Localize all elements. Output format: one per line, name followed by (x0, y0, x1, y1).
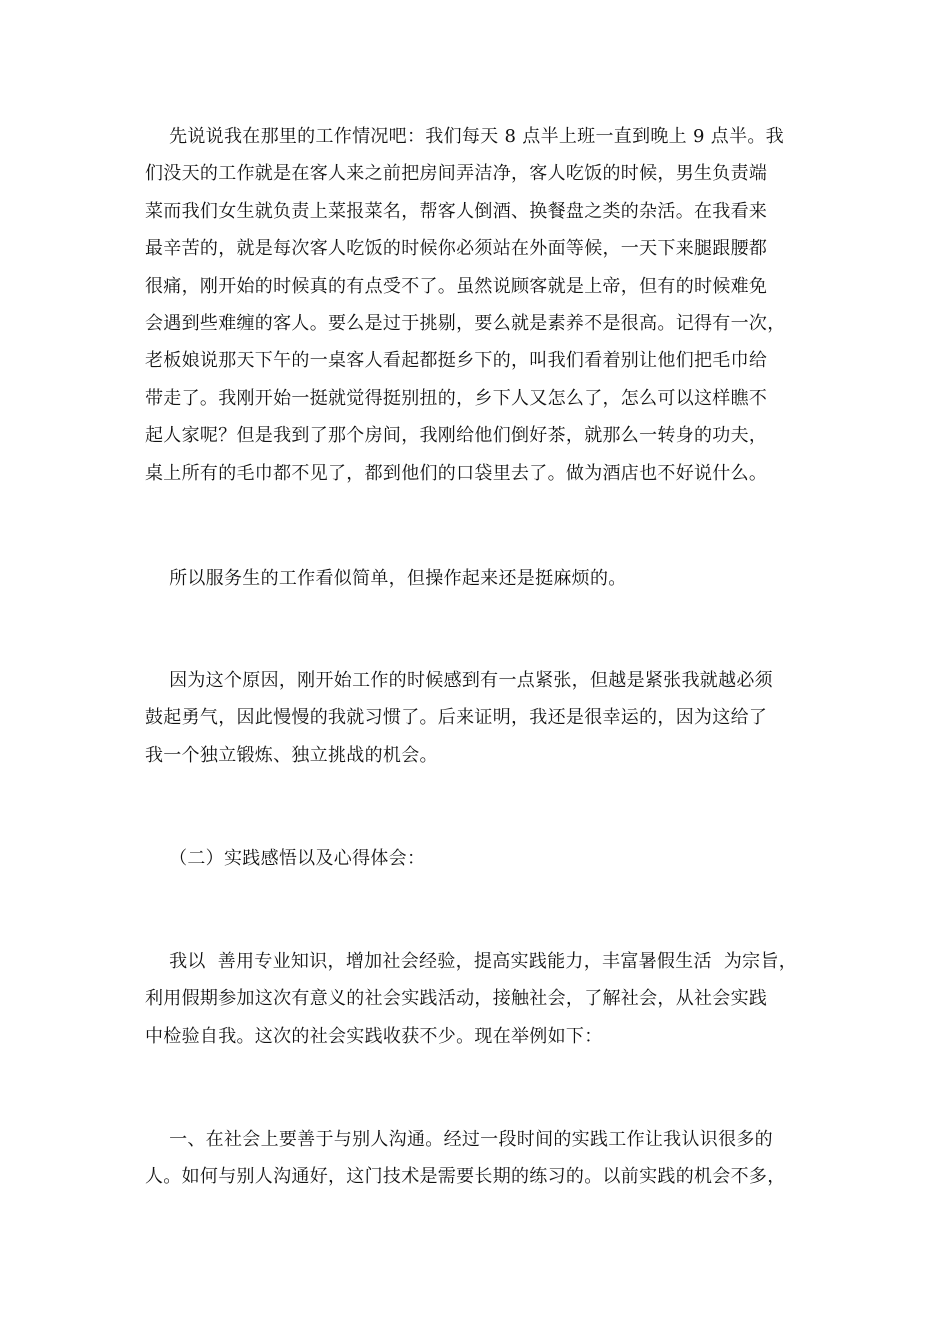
text-line: 老板娘说那天下午的一桌客人看起都挺乡下的，叫我们看着别让他们把毛巾给 (145, 350, 768, 372)
text-line: 最辛苦的，就是每次客人吃饭的时候你必须站在外面等候，一天下来腿跟腰都 (145, 238, 768, 260)
text-line: 会遇到些难缠的客人。要么是过于挑剔，要么就是素养不是很高。记得有一次， (145, 312, 786, 334)
text-line: 起人家呢？但是我到了那个房间，我刚给他们倒好茶，就那么一转身的功夫， (145, 425, 768, 447)
text-line: 我以 善用专业知识，增加社会经验，提高实践能力，丰富暑假生活 为宗旨， (145, 951, 798, 972)
text-line: 所以服务生的工作看似简单，但操作起来还是挺麻烦的。 (145, 568, 627, 589)
text-line: 们没天的工作就是在客人来之前把房间弄洁净，客人吃饭的时候，男生负责端 (145, 163, 768, 185)
text-line: 利用假期参加这次有意义的社会实践活动，接触社会，了解社会，从社会实践 (145, 988, 768, 1010)
text-line: 很痛，刚开始的时候真的有点受不了。虽然说顾客就是上帝，但有的时候难免 (145, 275, 768, 297)
text-line: 桌上所有的毛巾都不见了，都到他们的口袋里去了。做为酒店也不好说什么。 (145, 462, 768, 484)
text-line: 我一个独立锻炼、独立挑战的机会。 (145, 744, 438, 766)
text-line: 先说说我在那里的工作情况吧：我们每天 8 点半上班一直到晚上 9 点半。我 (145, 126, 784, 147)
paragraph-purpose (145, 943, 810, 1055)
section-heading (145, 840, 810, 877)
text-line: 带走了。我刚开始一挺就觉得挺别扭的，乡下人又怎么了，怎么可以这样瞧不 (145, 387, 768, 409)
text-line: 因为这个原因，刚开始工作的时候感到有一点紧张，但越是紧张我就越必须 (145, 670, 773, 691)
text-line: 鼓起勇气，因此慢慢的我就习惯了。后来证明，我还是很幸运的，因为这给了 (145, 707, 768, 729)
text-line: 中检验自我。这次的社会实践收获不少。现在举例如下： (145, 1025, 603, 1047)
paragraph-nervous-courage (145, 662, 810, 774)
text-line: 人。如何与别人沟通好，这门技术是需要长期的练习的。以前实践的机会不多， (145, 1166, 786, 1188)
paragraph-service-summary (145, 560, 810, 597)
paragraph-communication (145, 1121, 810, 1196)
section-heading-text: （二）实践感悟以及心得体会： (145, 848, 426, 869)
paragraph-work-situation (145, 118, 810, 492)
text-line: 菜而我们女生就负责上菜报菜名，帮客人倒酒、换餐盘之类的杂活。在我看来 (145, 200, 768, 222)
text-line: 一、在社会上要善于与别人沟通。经过一段时间的实践工作让我认识很多的 (145, 1129, 773, 1150)
